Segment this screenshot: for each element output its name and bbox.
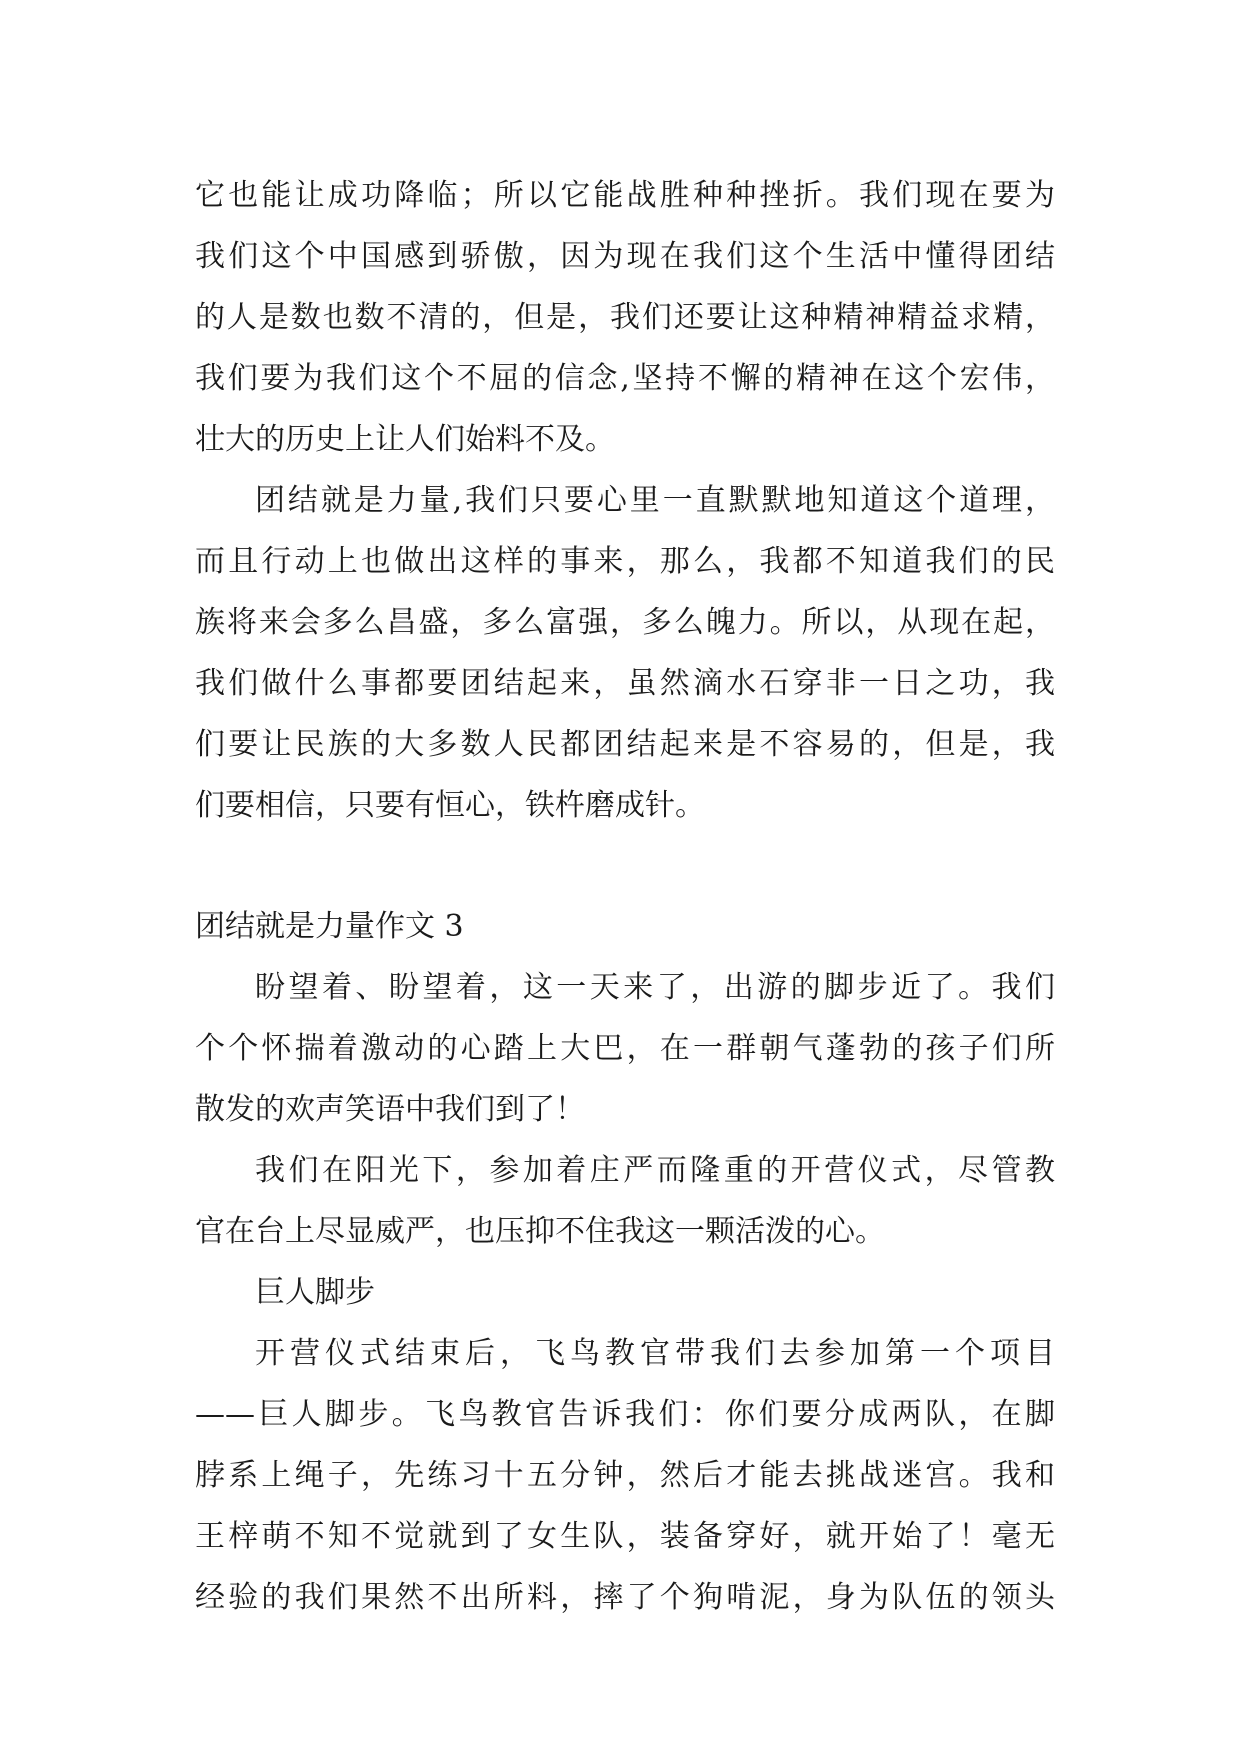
document-body <box>195 165 1055 1628</box>
text-line: 经验的我们果然不出所料，摔了个狗啃泥，身为队伍的领头 <box>195 1580 1055 1615</box>
text-line: 它也能让成功降临；所以它能战胜种种挫折。我们现在要为 <box>195 178 1055 213</box>
text-line: 盼望着、盼望着，这一天来了，出游的脚步近了。我们 <box>255 970 1055 1005</box>
text-line: 官在台上尽显威严，也压抑不住我这一颗活泼的心。 <box>195 1214 885 1249</box>
text-line: 我们在阳光下，参加着庄严而隆重的开营仪式，尽管教 <box>255 1153 1055 1188</box>
paragraph <box>195 957 1055 1140</box>
text-line: 们要让民族的大多数人民都团结起来是不容易的，但是，我 <box>195 727 1055 762</box>
text-line: 脖系上绳子，先练习十五分钟，然后才能去挑战迷宫。我和 <box>195 1458 1055 1493</box>
paragraph <box>195 470 1055 836</box>
text-line: 王梓萌不知不觉就到了女生队，装备穿好，就开始了！毫无 <box>195 1519 1055 1554</box>
text-line: 壮大的历史上让人们始料不及。 <box>195 422 615 457</box>
text-line: 散发的欢声笑语中我们到了！ <box>195 1092 585 1127</box>
text-line: 团结就是力量,我们只要心里一直默默地知道这个道理， <box>255 483 1055 518</box>
text-line: 个个怀揣着激动的心踏上大巴，在一群朝气蓬勃的孩子们所 <box>195 1031 1055 1066</box>
paragraph <box>195 165 1055 470</box>
text-line: 开营仪式结束后，飞鸟教官带我们去参加第一个项目 <box>255 1336 1055 1371</box>
text-line: 而且行动上也做出这样的事来，那么，我都不知道我们的民 <box>195 544 1055 579</box>
text-line: 族将来会多么昌盛，多么富强，多么魄力。所以，从现在起， <box>195 605 1055 640</box>
text-line: 的人是数也数不清的，但是，我们还要让这种精神精益求精， <box>195 300 1055 335</box>
text-line: 我们做什么事都要团结起来，虽然滴水石穿非一日之功，我 <box>195 666 1055 701</box>
paragraph <box>195 1323 1055 1628</box>
subheading: 巨人脚步 <box>255 1275 375 1310</box>
section-title: 团结就是力量作文 3 <box>195 909 464 944</box>
text-line: 们要相信，只要有恒心，铁杵磨成针。 <box>195 788 705 823</box>
section-spacer <box>195 836 1055 896</box>
paragraph <box>195 1140 1055 1262</box>
text-line: 我们要为我们这个不屈的信念,坚持不懈的精神在这个宏伟， <box>195 361 1055 396</box>
text-line: 我们这个中国感到骄傲，因为现在我们这个生活中懂得团结 <box>195 239 1055 274</box>
text-line: ——巨人脚步。飞鸟教官告诉我们：你们要分成两队，在脚 <box>195 1397 1055 1432</box>
